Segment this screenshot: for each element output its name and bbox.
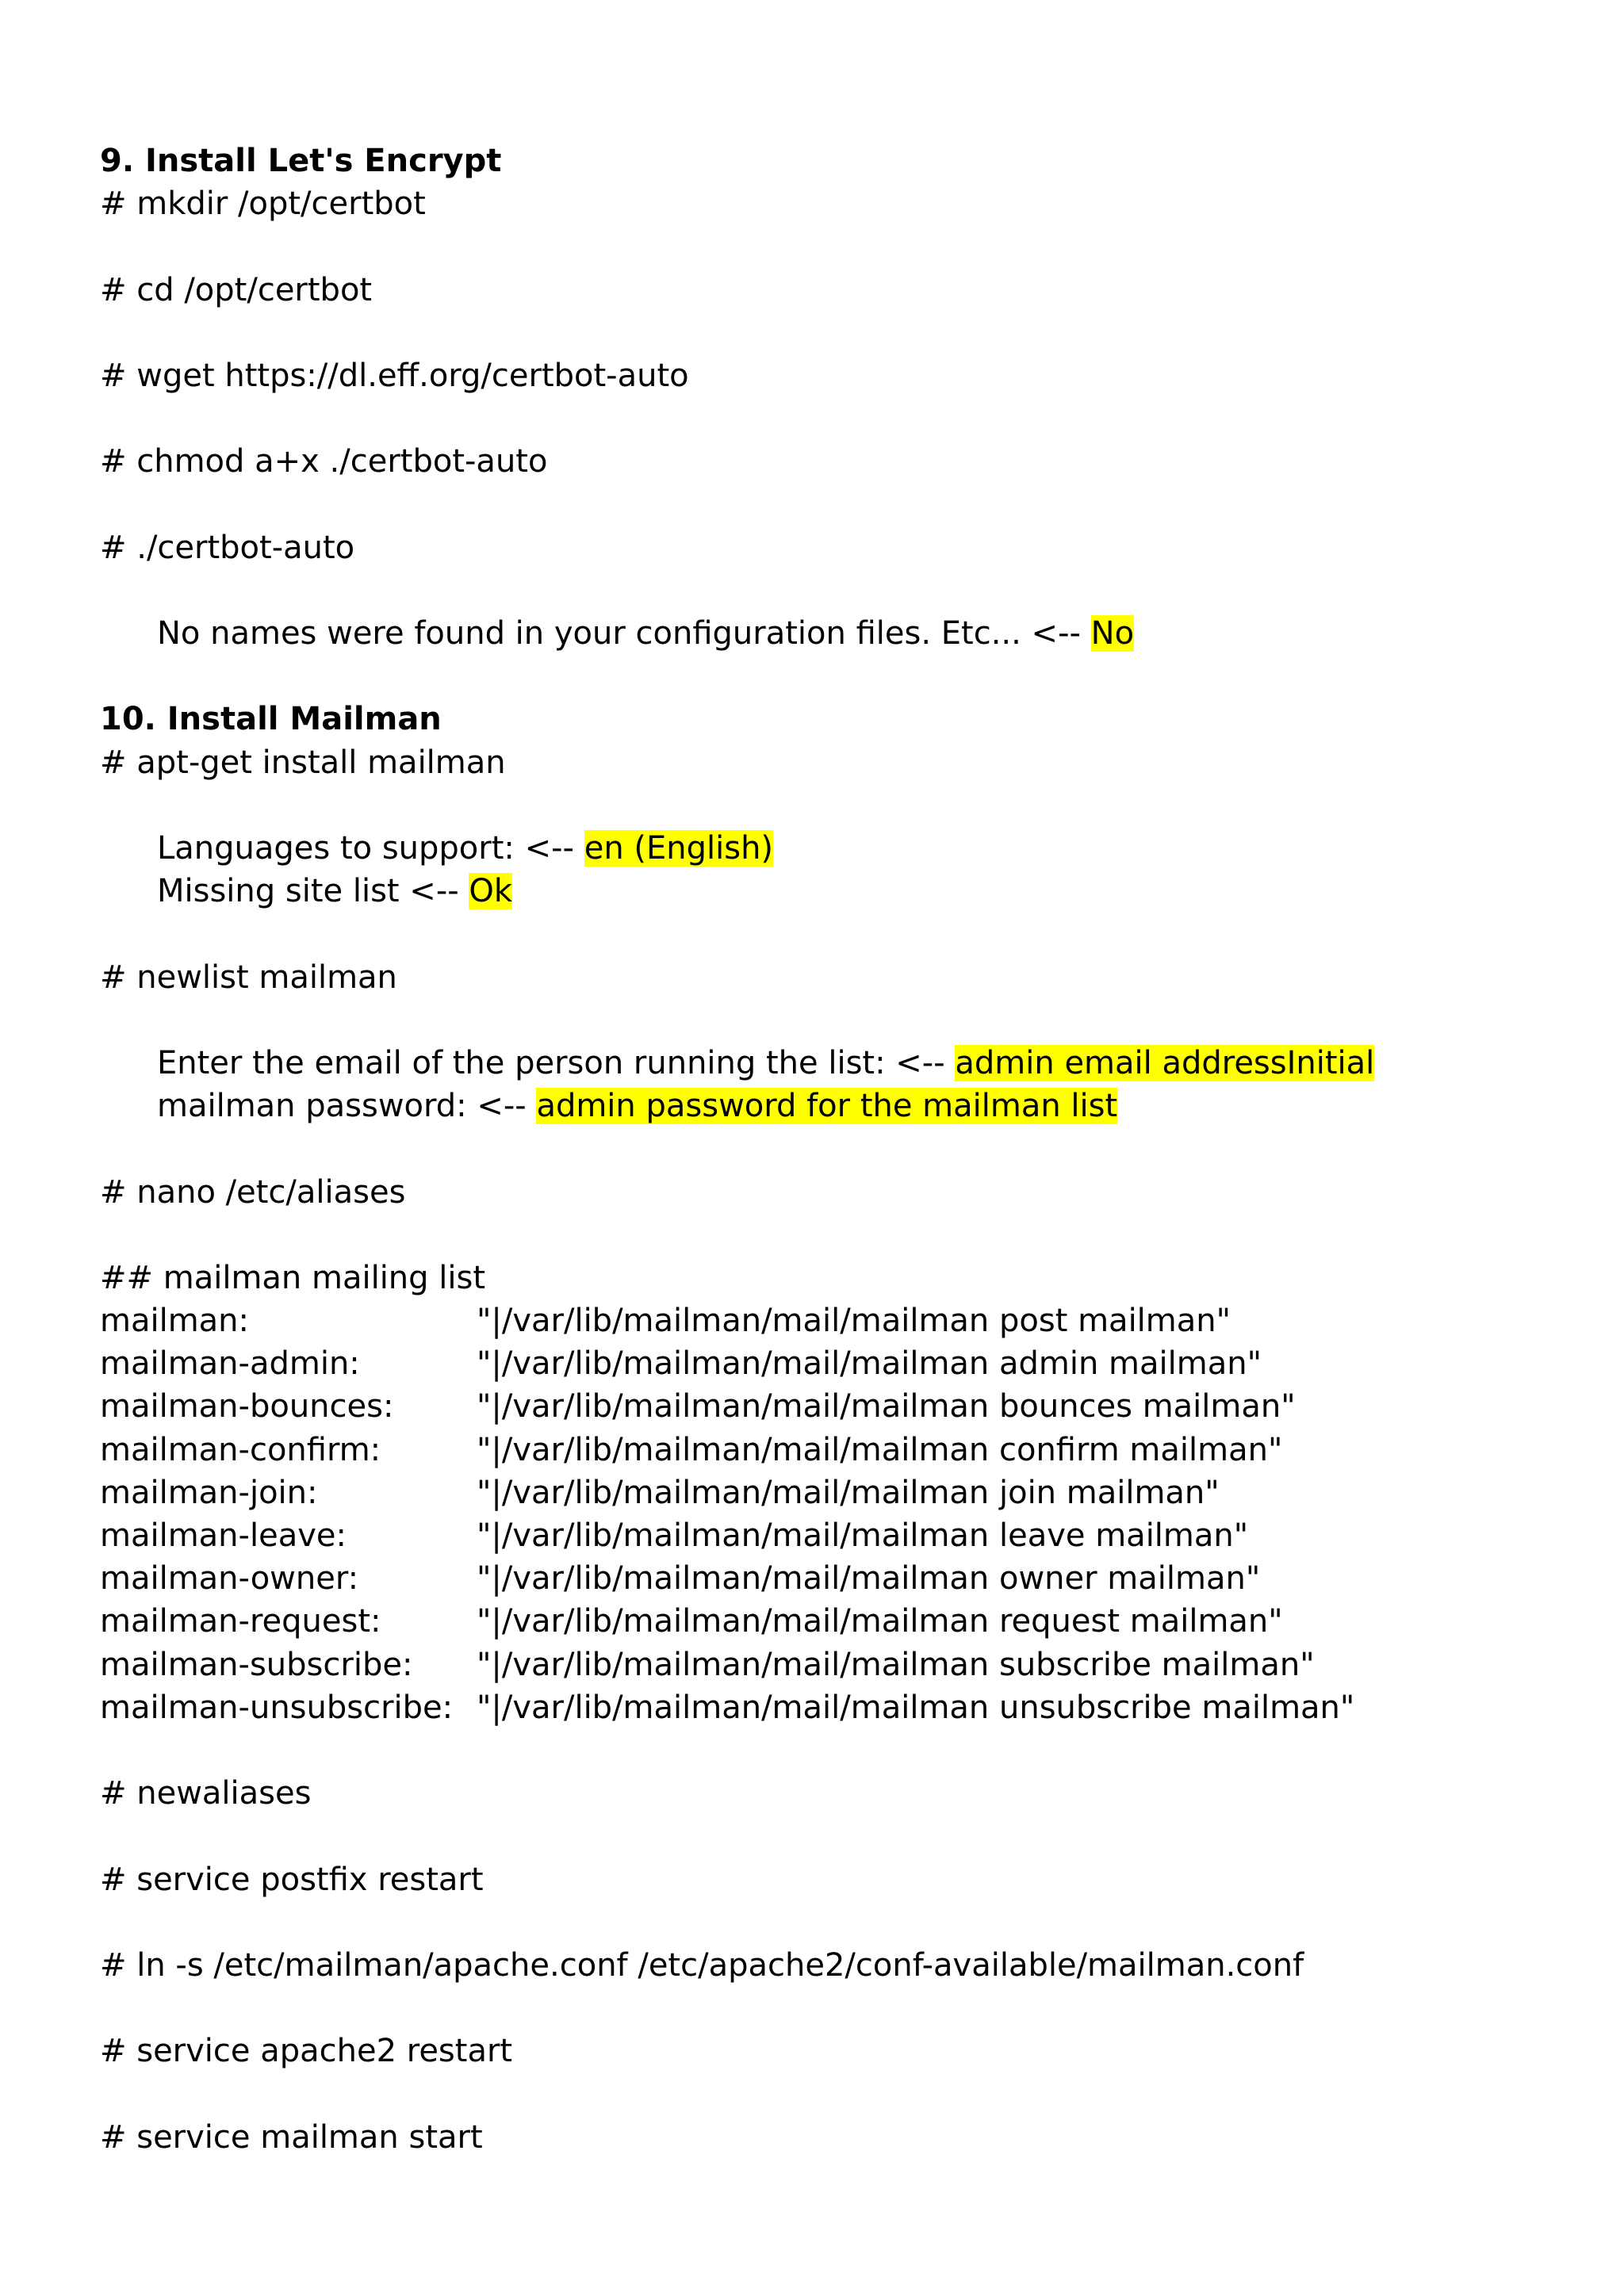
alias-row <box>100 1471 1575 1514</box>
blank-line <box>100 784 1575 827</box>
cmd-nano-aliases: # nano /etc/aliases <box>100 1173 406 1211</box>
email-prompt-text: Enter the email of the person running the list: <-- <box>157 1044 956 1081</box>
alias-value: "|/var/lib/mailman/mail/mailman owner mailman" <box>477 1560 1261 1598</box>
blank-line <box>100 913 1575 955</box>
alias-row <box>100 1342 1575 1385</box>
cmd-apt-install: # apt-get install mailman <box>100 744 506 781</box>
document-page <box>100 140 1575 2159</box>
alias-row <box>100 1429 1575 1471</box>
site-list-prompt-answer: Ok <box>469 873 513 910</box>
alias-row <box>100 1514 1575 1557</box>
section-10-heading: 10. Install Mailman <box>100 701 442 738</box>
email-prompt-answer: admin email addressInitial <box>955 1044 1375 1081</box>
alias-value: "|/var/lib/mailman/mail/mailman admin mailman" <box>477 1345 1262 1383</box>
blank-line <box>100 655 1575 698</box>
cmd-mkdir: # mkdir /opt/certbot <box>100 186 426 223</box>
password-prompt-answer: admin password for the mailman list <box>536 1088 1118 1125</box>
blank-line <box>100 999 1575 1042</box>
alias-name: mailman: <box>100 1303 250 1340</box>
alias-value: "|/var/lib/mailman/mail/mailman bounces mailman" <box>477 1388 1296 1425</box>
blank-line <box>100 1214 1575 1257</box>
cmd-chmod: # chmod a+x ./certbot-auto <box>100 443 548 480</box>
alias-name: mailman-owner: <box>100 1560 359 1598</box>
alias-value: "|/var/lib/mailman/mail/mailman post mailman" <box>477 1303 1231 1340</box>
alias-row <box>100 1557 1575 1600</box>
alias-row <box>100 1299 1575 1342</box>
blank-line <box>100 225 1575 268</box>
alias-value: "|/var/lib/mailman/mail/mailman join mailman" <box>477 1474 1220 1511</box>
blank-line <box>100 569 1575 612</box>
alias-value: "|/var/lib/mailman/mail/mailman confirm mailman" <box>477 1431 1283 1468</box>
blank-line <box>100 1729 1575 1772</box>
blank-line <box>100 2072 1575 2115</box>
alias-name: mailman-admin: <box>100 1345 360 1383</box>
certbot-prompt-answer: No <box>1090 615 1135 652</box>
alias-name: mailman-subscribe: <box>100 1646 413 1683</box>
aliases-list <box>100 1299 1575 1729</box>
alias-row <box>100 1600 1575 1643</box>
blank-line <box>100 397 1575 440</box>
password-prompt-text: mailman password: <-- <box>157 1088 537 1125</box>
cmd-ln-apache-conf: # ln -s /etc/mailman/apache.conf /etc/apache2/conf-available/mailman.conf <box>100 1946 1304 1984</box>
site-list-prompt <box>100 870 1575 913</box>
alias-row <box>100 1686 1575 1729</box>
cmd-apache-restart: # service apache2 restart <box>100 2033 513 2070</box>
certbot-prompt <box>100 612 1575 655</box>
blank-line <box>100 1815 1575 1858</box>
cmd-wget: # wget https://dl.eff.org/certbot-auto <box>100 357 689 394</box>
blank-line <box>100 1901 1575 1944</box>
alias-row <box>100 1385 1575 1428</box>
languages-prompt-answer: en (English) <box>584 830 774 867</box>
blank-line <box>100 1127 1575 1170</box>
cmd-mailman-start: # service mailman start <box>100 2118 483 2156</box>
alias-name: mailman-confirm: <box>100 1431 381 1468</box>
cmd-certbot-run: # ./certbot-auto <box>100 529 355 566</box>
certbot-prompt-text: No names were found in your configuration files. Etc... <-- <box>157 615 1091 652</box>
languages-prompt <box>100 827 1575 870</box>
alias-name: mailman-bounces: <box>100 1388 394 1425</box>
aliases-comment: ## mailman mailing list <box>100 1259 486 1296</box>
blank-line <box>100 312 1575 354</box>
cmd-newlist: # newlist mailman <box>100 959 397 996</box>
alias-value: "|/var/lib/mailman/mail/mailman request mailman" <box>477 1603 1283 1640</box>
cmd-postfix-restart: # service postfix restart <box>100 1861 484 1898</box>
alias-name: mailman-request: <box>100 1603 381 1640</box>
alias-row <box>100 1644 1575 1686</box>
alias-name: mailman-join: <box>100 1474 318 1511</box>
alias-value: "|/var/lib/mailman/mail/mailman unsubscribe mailman" <box>477 1689 1355 1726</box>
alias-name: mailman-leave: <box>100 1517 347 1554</box>
alias-name: mailman-unsubscribe: <box>100 1689 454 1726</box>
alias-value: "|/var/lib/mailman/mail/mailman subscribe mailman" <box>477 1646 1315 1683</box>
languages-prompt-text: Languages to support: <-- <box>157 830 584 867</box>
site-list-prompt-text: Missing site list <-- <box>157 873 469 910</box>
blank-line <box>100 1987 1575 2030</box>
cmd-newaliases: # newaliases <box>100 1775 312 1812</box>
alias-value: "|/var/lib/mailman/mail/mailman leave mailman" <box>477 1517 1249 1554</box>
email-prompt <box>100 1042 1575 1085</box>
cmd-cd: # cd /opt/certbot <box>100 271 373 308</box>
password-prompt <box>100 1085 1575 1127</box>
blank-line <box>100 484 1575 526</box>
section-9-heading: 9. Install Let's Encrypt <box>100 143 502 179</box>
